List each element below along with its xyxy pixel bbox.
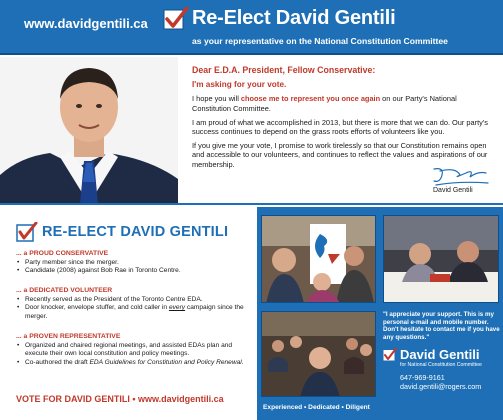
signature-image: [430, 165, 490, 187]
letter-paragraph-2: I am proud of what we accomplished in 2013, but there is more that we can do. Our party's success continues to depend on the grass roots efforts of volunteers like you.: [192, 117, 488, 137]
phone-number[interactable]: 647-969-9161: [400, 373, 445, 382]
section-dedicated-volunteer: [16, 287, 248, 321]
event-photo-1: [261, 215, 376, 303]
checkbox-check-icon: [383, 348, 397, 361]
tagline: Experienced • Dedicated • Diligent: [263, 404, 370, 411]
section-heading: ... a PROUD CONSERVATIVE: [16, 250, 109, 257]
checkbox-check-icon: [16, 222, 38, 242]
letter-greeting: Dear E.D.A. President, Fellow Conservative:: [192, 65, 376, 75]
list-item: • Candidate (2008) against Bob Rae in Toronto Centre.: [16, 267, 248, 275]
section-heading: ... a DEDICATED VOLUNTEER: [16, 287, 113, 294]
list-item: • Co-authored the draft EDA Guidelines for Constitution and Policy Renewal.: [16, 359, 248, 367]
candidate-name-row: [383, 347, 479, 362]
event-photo-3: [261, 311, 376, 397]
list-item: • Party member since the merger.: [16, 259, 248, 267]
header-banner: [0, 0, 503, 55]
vote-line: VOTE FOR DAVID GENTILI • www.davidgentili.ca: [16, 394, 224, 404]
section-proud-conservative: [16, 250, 248, 276]
list-item: • Door knocker, envelope stuffer, and cold caller in every campaign since the merger.: [16, 304, 248, 320]
candidate-name: David Gentili: [400, 347, 480, 362]
list-item: • Organized and chaired regional meetings, and assisted EDAs plan and execute their own local constitution and policy meetings.: [16, 342, 248, 358]
list-item: • Recently served as the President of the Toronto Centre EDA.: [16, 296, 248, 304]
checkbox-check-icon: [163, 7, 189, 31]
candidate-portrait: [0, 57, 178, 204]
email-address[interactable]: david.gentili@rogers.com: [400, 382, 482, 391]
letter-body: [192, 66, 492, 174]
section-divider: [0, 203, 503, 205]
candidate-role: for National Constitution Committee: [400, 362, 482, 368]
section-proven-representative: [16, 333, 248, 367]
header-subtitle: as your representative on the National Constitution Committee: [192, 36, 448, 46]
reelect-heading: [16, 222, 228, 242]
event-photo-2: [383, 215, 499, 303]
letter-paragraph-3: If you give me your vote, I promise to work tirelessly so that our Constitution remains open and accessible to our volunteers, and continues to reflect the values and aspirations of our membership.: [192, 141, 488, 169]
support-quote: "I appreciate your support. This is my personal e-mail and mobile number. Don't hesitate to contact me if you have any questions.": [383, 311, 500, 341]
letter-ask: I'm asking for your vote.: [192, 80, 287, 90]
signature-name: David Gentili: [433, 187, 473, 194]
website-url[interactable]: www.davidgentili.ca: [24, 16, 148, 31]
section-heading: ... a PROVEN REPRESENTATIVE: [16, 333, 121, 340]
letter-paragraph-1: I hope you will choose me to represent you once again on our Party's National Constitution Committee.: [192, 94, 457, 113]
header-title: Re-Elect David Gentili: [192, 7, 396, 29]
reelect-title: RE-ELECT DAVID GENTILI: [42, 224, 229, 240]
contact-panel: [257, 207, 503, 420]
